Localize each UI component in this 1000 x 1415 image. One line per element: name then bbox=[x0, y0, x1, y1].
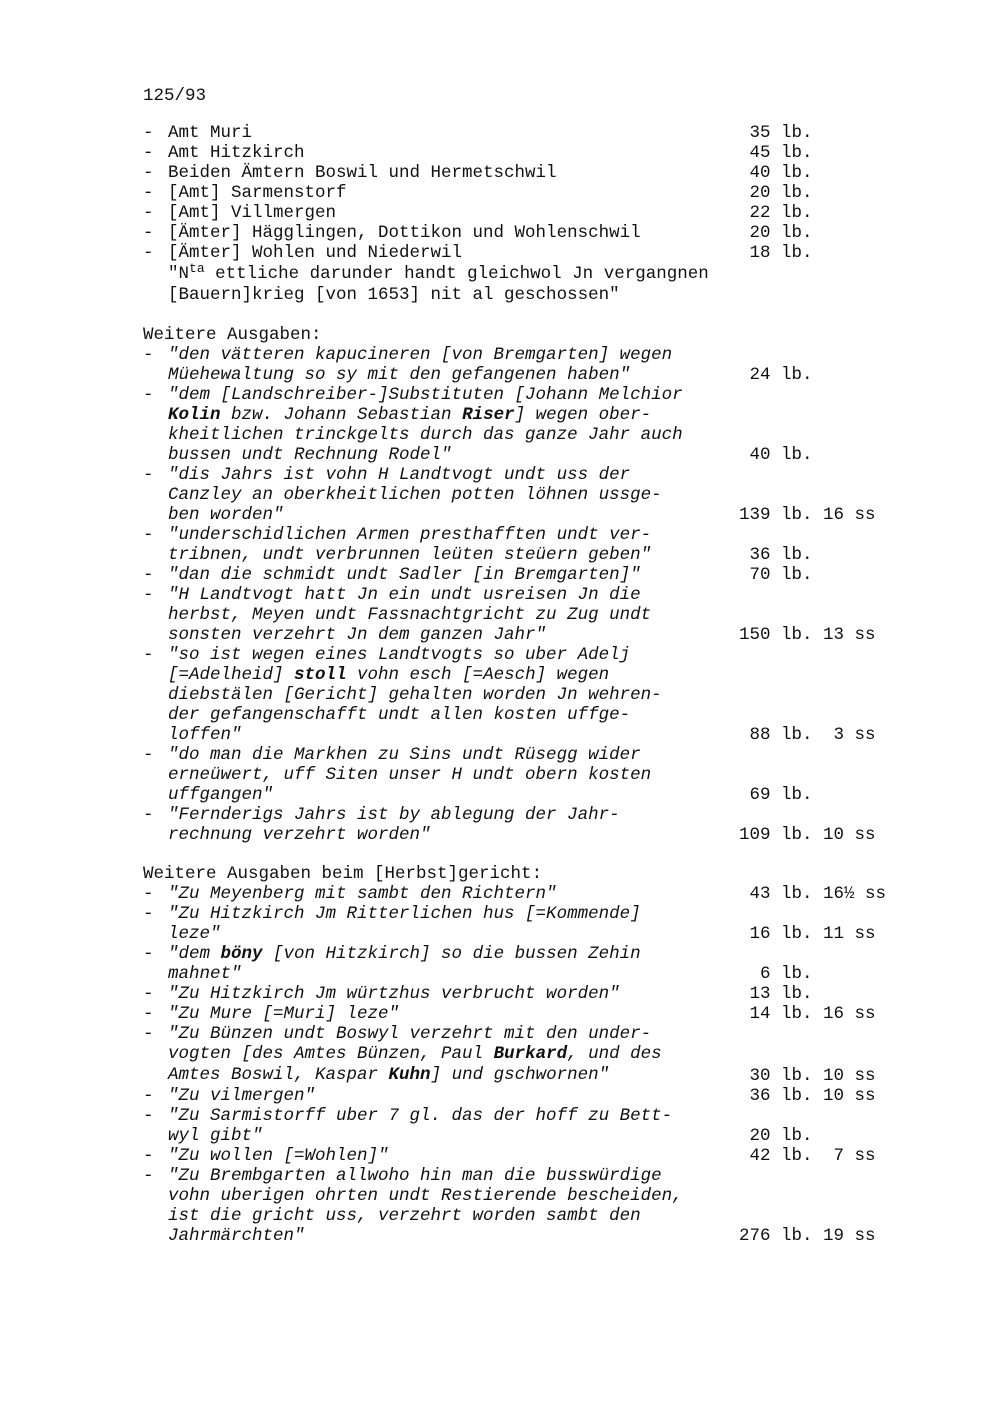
amount: 20 lb. bbox=[739, 183, 813, 203]
person-name: Kolin bbox=[168, 405, 221, 425]
list-item: - "Zu Mure [=Muri] leze" 14 lb. 16 ss bbox=[143, 1004, 876, 1024]
list-item: - "dis Jahrs ist vohn H Landtvogt undt uss der Canzley an oberkheitlichen potten löhnen ussge- ben worden" 139 lb. 16 ss bbox=[143, 465, 876, 525]
amount: 150 lb. 13 ss bbox=[739, 625, 876, 645]
list-item: - "Zu Brembgarten allwoho hin man die busswürdige vohn uberigen ohrten undt Restierende bescheiden, ist die gricht uss, verzehrt worden sambt den Jahrmärchten" 276 lb. 19 ss bbox=[143, 1166, 876, 1246]
amount: 36 lb. 10 ss bbox=[739, 1086, 876, 1106]
section-weitere-ausgaben bbox=[143, 325, 943, 845]
section-heading: Weitere Ausgaben beim [Herbst]gericht: bbox=[143, 864, 543, 884]
list-item: - "Fernderigs Jahrs ist by ablegung der Jahr- rechnung verzehrt worden" 109 lb. 10 ss bbox=[143, 805, 876, 845]
person-name: Riser bbox=[462, 405, 515, 425]
person-name: böny bbox=[220, 944, 263, 964]
list-item: - [Amt] Sarmenstorf 20 lb. bbox=[143, 183, 813, 203]
list-item: - [Ämter] Hägglingen, Dottikon und Wohlenschwil 20 lb. bbox=[143, 223, 813, 243]
amount: 36 lb. bbox=[739, 545, 813, 565]
section-herbstgericht bbox=[143, 864, 943, 1246]
page-number: 125/93 bbox=[143, 86, 207, 106]
section-amter bbox=[143, 123, 943, 305]
list-item: - "Zu Sarmistorff uber 7 gl. das der hoff zu Bett- wyl gibt" 20 lb. bbox=[143, 1106, 813, 1146]
list-item: - "dem böny [von Hitzkirch] so die bussen Zehin mahnet" 6 lb. bbox=[143, 944, 813, 984]
list-item: - "Zu Bünzen undt Boswyl verzehrt mit den under- vogten [des Amtes Bünzen, Paul Burkard, und des Amtes Boswil, Kaspar Kuhn] und gschwornen" 30 lb. 10 ss bbox=[143, 1024, 876, 1086]
list-item: - "Zu Hitzkirch Jm würtzhus verbrucht worden" 13 lb. bbox=[143, 984, 813, 1004]
list-item: - [Ämter] Wohlen und Niederwil 18 lb. bbox=[143, 243, 813, 263]
person-name: stoll bbox=[294, 665, 347, 685]
amount: 109 lb. 10 ss bbox=[739, 825, 876, 845]
amount: 14 lb. 16 ss bbox=[739, 1004, 876, 1024]
amount: 24 lb. bbox=[739, 365, 813, 385]
list-item: - [Amt] Villmergen 22 lb. bbox=[143, 203, 813, 223]
amount: 20 lb. bbox=[739, 1126, 813, 1146]
person-name: Kuhn bbox=[388, 1065, 431, 1085]
list-item: - "do man die Markhen zu Sins undt Rüsegg wider erneüwert, uff Siten unser H undt obern kosten uffgangen" 69 lb. bbox=[143, 745, 813, 805]
amount: 70 lb. bbox=[739, 565, 813, 585]
note: "$N^{ta}$ ettliche darunder handt gleichwol Jn vergangnen [Bauern]krieg [von 1653] nit al geschossen" bbox=[168, 261, 709, 305]
person-name: Burkard bbox=[493, 1044, 568, 1064]
amount: 139 lb. 16 ss bbox=[739, 505, 876, 525]
amount: 16 lb. 11 ss bbox=[739, 924, 876, 944]
amount: 13 lb. bbox=[739, 984, 813, 1004]
amount: 45 lb. bbox=[739, 143, 813, 163]
amount: 43 lb. 16½ ss bbox=[739, 884, 887, 904]
amount: 88 lb. 3 ss bbox=[739, 725, 876, 745]
list-item: - "Zu Meyenberg mit sambt den Richtern" 43 lb. 16½ ss bbox=[143, 884, 887, 904]
list-item: - "dem [Landschreiber-]Substituten [Johann Melchior Kolin bzw. Johann Sebastian Riser] wegen ober- kheitlichen trinckgelts durch das ganze Jahr auch bussen undt Rechnung Rodel" 40 lb. bbox=[143, 385, 813, 465]
amount: 42 lb. 7 ss bbox=[739, 1146, 876, 1166]
list-item: - "Zu vilmergen" 36 lb. 10 ss bbox=[143, 1086, 876, 1106]
amount: 18 lb. bbox=[739, 243, 813, 263]
list-item: - "H Landtvogt hatt Jn ein undt usreisen Jn die herbst, Meyen undt Fassnachtgricht zu Zug undt sonsten verzehrt Jn dem ganzen Jahr" 150 lb. 13 ss bbox=[143, 585, 876, 645]
list-item: - "Zu wollen [=Wohlen]" 42 lb. 7 ss bbox=[143, 1146, 876, 1166]
list-item: - "Zu Hitzkirch Jm Ritterlichen hus [=Kommende] leze" 16 lb. 11 ss bbox=[143, 904, 876, 944]
amount: 30 lb. 10 ss bbox=[739, 1066, 876, 1086]
amount: 40 lb. bbox=[739, 163, 813, 183]
list-item: - "so ist wegen eines Landtvogts so uber Adelj [=Adelheid] stoll vohn esch [=Aesch] wegen diebstälen [Gericht] gehalten worden Jn wehren- der gefangenschafft undt allen kosten uffge- loffen" 88 lb. 3 ss bbox=[143, 645, 876, 745]
list-item: - Amt Muri 35 lb. bbox=[143, 123, 813, 143]
amount: 69 lb. bbox=[739, 785, 813, 805]
amount: 40 lb. bbox=[739, 445, 813, 465]
list-item: - "dan die schmidt undt Sadler [in Bremgarten]" 70 lb. bbox=[143, 565, 813, 585]
list-item: - Beiden Ämtern Boswil und Hermetschwil 40 lb. bbox=[143, 163, 813, 183]
amount: 22 lb. bbox=[739, 203, 813, 223]
amount: 35 lb. bbox=[739, 123, 813, 143]
amount: 20 lb. bbox=[739, 223, 813, 243]
amount: 6 lb. bbox=[739, 964, 813, 984]
list-item: - Amt Hitzkirch 45 lb. bbox=[143, 143, 813, 163]
section-heading: Weitere Ausgaben: bbox=[143, 325, 322, 345]
list-item: - "den vätteren kapucineren [von Bremgarten] wegen Müehewaltung so sy mit den gefangenen haben" 24 lb. bbox=[143, 345, 813, 385]
amount: 276 lb. 19 ss bbox=[739, 1226, 876, 1246]
list-item: - "underschidlichen Armen presthafften undt ver- tribnen, undt verbrunnen leüten steüern geben" 36 lb. bbox=[143, 525, 813, 565]
